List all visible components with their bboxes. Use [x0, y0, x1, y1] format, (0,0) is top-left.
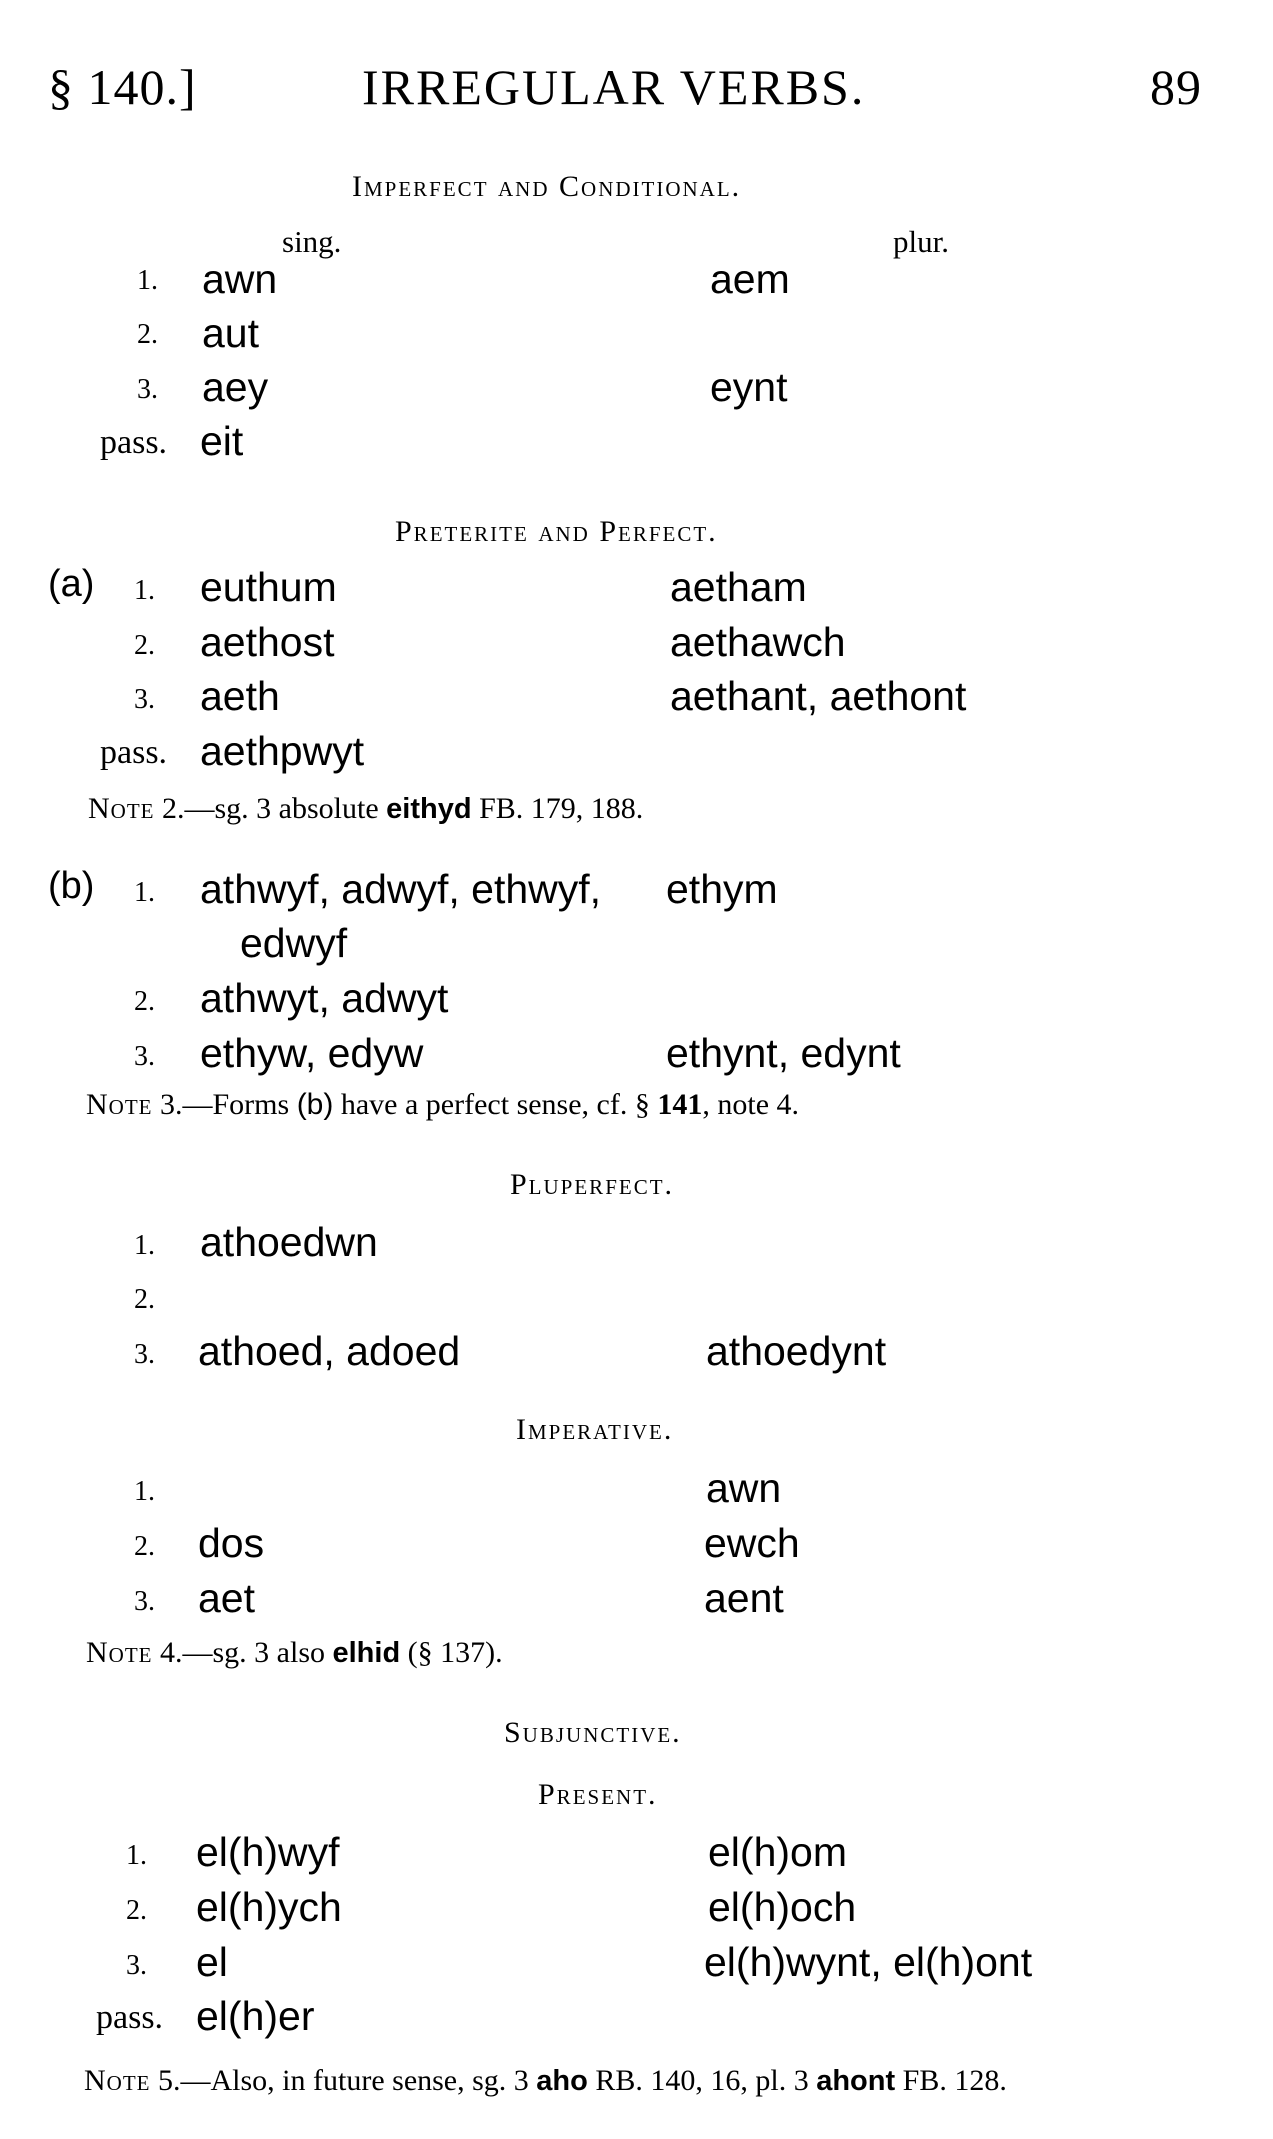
singular-column-label: sing.: [282, 224, 342, 259]
singular-form: ethyw, edyw: [200, 1030, 424, 1076]
singular-form: aethost: [200, 619, 335, 665]
section-heading-imperative: Imperative.: [516, 1413, 674, 1446]
note-reference: RB. 140, 16, pl. 3: [595, 2064, 809, 2097]
subsection-label-a: (a): [48, 563, 95, 605]
section-reference: § 140.]: [48, 59, 197, 115]
plural-form: ethynt, edynt: [666, 1030, 901, 1076]
plural-column-label: plur.: [893, 224, 949, 259]
singular-form: dos: [198, 1520, 265, 1566]
row-number: 2.: [134, 630, 155, 661]
section-heading-pluperfect: Pluperfect.: [510, 1168, 675, 1201]
note-reference: FB. 128.: [902, 2064, 1007, 2097]
singular-form: athwyf, adwyf, ethwyf,: [200, 866, 602, 912]
singular-form: aet: [198, 1575, 255, 1621]
singular-form: aey: [202, 364, 269, 410]
note-section-number: 141: [657, 1088, 703, 1121]
singular-form: athoed, adoed: [198, 1328, 461, 1374]
passive-label: pass.: [96, 1999, 164, 2036]
subsection-label-b: (b): [48, 865, 95, 907]
row-number: 1.: [134, 877, 155, 908]
passive-form: el(h)er: [196, 1993, 315, 2039]
plural-form: aent: [704, 1575, 784, 1621]
singular-form: athoedwn: [200, 1219, 378, 1265]
note-lead: Note: [88, 792, 155, 825]
note-form: ahont: [816, 2065, 896, 2097]
subsection-heading-present: Present.: [538, 1778, 658, 1811]
note-text: 2.—sg. 3 absolute: [162, 792, 379, 825]
note-5: [84, 2064, 1007, 2098]
row-number: 3.: [134, 684, 155, 715]
row-number: 3.: [126, 1950, 147, 1981]
singular-form: aeth: [200, 673, 280, 719]
plural-form: el(h)wynt, el(h)ont: [704, 1939, 1033, 1985]
row-number: 2.: [134, 1284, 155, 1315]
plural-form: aethant, aethont: [670, 673, 967, 719]
note-text: have a perfect sense, cf. §: [340, 1088, 650, 1121]
note-form: (b): [296, 1088, 334, 1121]
singular-form: athwyt, adwyt: [200, 975, 449, 1021]
page-number: 89: [1150, 59, 1202, 115]
plural-form: el(h)om: [708, 1829, 847, 1875]
passive-form: aethpwyt: [200, 728, 365, 774]
singular-form: el: [196, 1939, 228, 1985]
plural-form: el(h)och: [708, 1884, 857, 1930]
note-2: [88, 792, 643, 826]
row-number: 1.: [134, 1476, 155, 1507]
passive-form: eit: [200, 418, 244, 464]
row-number: 3.: [134, 1339, 155, 1370]
singular-form: awn: [202, 256, 278, 302]
plural-form: aetham: [670, 564, 807, 610]
section-heading-preterite: Preterite and Perfect.: [395, 515, 718, 548]
note-form: aho: [536, 2065, 588, 2097]
note-lead: Note: [86, 1088, 153, 1121]
note-lead: Note: [86, 1636, 153, 1669]
passive-label: pass.: [100, 424, 168, 461]
note-4: [86, 1636, 503, 1670]
row-number: 3.: [134, 1041, 155, 1072]
row-number: 1.: [134, 1230, 155, 1261]
plural-form: ewch: [704, 1520, 800, 1566]
singular-form: el(h)ych: [196, 1884, 342, 1930]
note-3: [86, 1088, 799, 1122]
row-number: 2.: [126, 1895, 147, 1926]
singular-form: el(h)wyf: [196, 1829, 340, 1875]
row-number: 2.: [137, 319, 158, 350]
note-text: 4.—sg. 3 also: [160, 1636, 325, 1669]
note-form: eithyd: [386, 793, 472, 825]
plural-form: ethym: [666, 866, 778, 912]
note-text: 5.—Also, in future sense, sg. 3: [158, 2064, 529, 2097]
plural-form: awn: [706, 1465, 782, 1511]
section-heading-imperfect: Imperfect and Conditional.: [352, 170, 742, 203]
plural-form: eynt: [710, 364, 788, 410]
page-title: IRREGULAR VERBS.: [362, 59, 866, 115]
note-lead: Note: [84, 2064, 151, 2097]
row-number: 1.: [126, 1840, 147, 1871]
note-reference: (§ 137).: [407, 1636, 503, 1669]
singular-form: aut: [202, 310, 259, 356]
row-number: 2.: [134, 1531, 155, 1562]
passive-label: pass.: [100, 734, 168, 771]
row-number: 1.: [137, 265, 158, 296]
row-number: 3.: [137, 374, 158, 405]
row-number: 3.: [134, 1586, 155, 1617]
row-number: 2.: [134, 986, 155, 1017]
plural-form: athoedynt: [706, 1328, 887, 1374]
section-heading-subjunctive: Subjunctive.: [504, 1716, 682, 1749]
plural-form: aem: [710, 256, 790, 302]
singular-form-continued: edwyf: [240, 920, 348, 966]
note-text: , note 4.: [702, 1088, 800, 1121]
note-form: elhid: [332, 1637, 401, 1669]
singular-form: euthum: [200, 564, 337, 610]
note-text: 3.—Forms: [160, 1088, 290, 1121]
row-number: 1.: [134, 575, 155, 606]
note-reference: FB. 179, 188.: [479, 792, 644, 825]
plural-form: aethawch: [670, 619, 846, 665]
